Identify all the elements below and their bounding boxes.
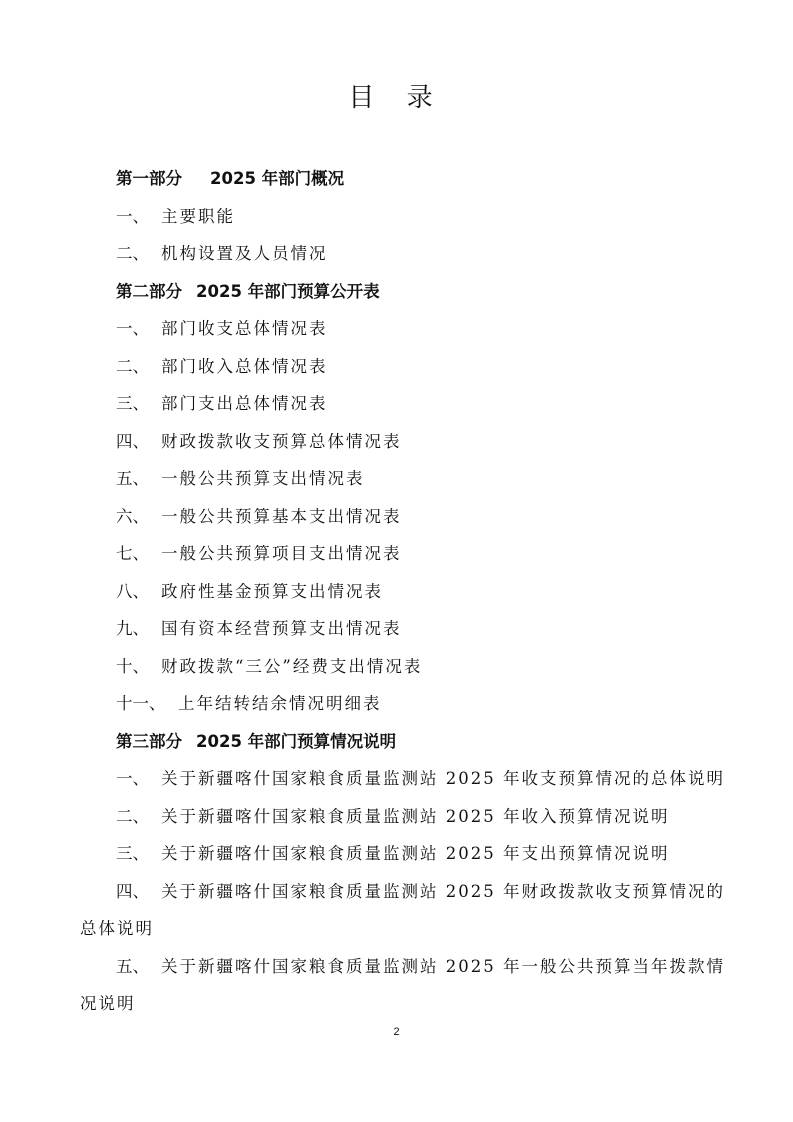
- section-heading-part1[interactable]: [80, 160, 720, 198]
- toc-item-text: 国有资本经营预算支出情况表: [161, 619, 402, 638]
- toc-item[interactable]: [80, 348, 720, 386]
- toc-item-number: 八、: [116, 581, 149, 601]
- toc-item-text: 财政拨款收支预算总体情况表: [161, 431, 402, 451]
- toc-item-number: 五、: [116, 956, 149, 976]
- section-heading-part3[interactable]: [80, 723, 720, 761]
- page-title: 目 录: [348, 83, 445, 113]
- toc-item-text: 部门收入总体情况表: [161, 356, 328, 376]
- toc-item[interactable]: [80, 610, 720, 648]
- toc-item-number: 六、: [116, 506, 149, 526]
- section-label: 第一部分: [116, 169, 182, 188]
- toc-item[interactable]: [80, 310, 720, 348]
- toc-item-number: 三、: [116, 844, 149, 863]
- section-label: 第三部分: [116, 731, 182, 751]
- toc-item-number: 五、: [116, 469, 149, 488]
- toc-item-number: 三、: [116, 394, 149, 413]
- toc-item-text: 关于新疆喀什国家粮食质量监测站 2025 年一般公共预算当年拨款情: [161, 956, 725, 976]
- toc-item[interactable]: [80, 423, 720, 461]
- toc-item-text: 况说明: [80, 994, 136, 1013]
- section-label: 第二部分: [116, 281, 182, 301]
- toc-item-continuation[interactable]: [80, 910, 720, 948]
- toc-item[interactable]: [80, 385, 720, 423]
- toc-item-number: 四、: [116, 431, 149, 451]
- page-number: 2: [393, 1026, 400, 1038]
- toc-item-number: 一、: [116, 206, 149, 226]
- toc-item-text: 财政拨款“三公”经费支出情况表: [161, 656, 423, 676]
- table-of-contents: [80, 160, 725, 1023]
- toc-item[interactable]: [80, 685, 720, 723]
- toc-item-number: 二、: [116, 244, 149, 263]
- toc-item-text: 一般公共预算项目支出情况表: [161, 544, 402, 563]
- toc-item-text: 关于新疆喀什国家粮食质量监测站 2025 年收入预算情况说明: [161, 806, 670, 826]
- toc-item-number: 九、: [116, 619, 149, 638]
- toc-item-text: 上年结转结余情况明细表: [178, 694, 382, 713]
- toc-item[interactable]: [80, 460, 720, 498]
- toc-item-number: 二、: [116, 806, 149, 826]
- toc-item-text: 部门支出总体情况表: [161, 394, 328, 413]
- toc-item-text: 总体说明: [80, 919, 154, 938]
- toc-item-text: 机构设置及人员情况: [161, 244, 328, 263]
- toc-item-number: 四、: [116, 881, 149, 901]
- toc-item[interactable]: [80, 760, 725, 798]
- toc-item-text: 政府性基金预算支出情况表: [161, 581, 383, 601]
- toc-item-text: 关于新疆喀什国家粮食质量监测站 2025 年收支预算情况的总体说明: [161, 769, 725, 788]
- toc-item[interactable]: [80, 648, 720, 686]
- toc-item-number: 七、: [116, 544, 149, 563]
- toc-item-text: 关于新疆喀什国家粮食质量监测站 2025 年财政拨款收支预算情况的: [161, 881, 725, 901]
- toc-item[interactable]: [80, 198, 720, 236]
- toc-item-text: 部门收支总体情况表: [161, 319, 328, 338]
- toc-item[interactable]: [80, 798, 720, 836]
- toc-item[interactable]: [80, 535, 720, 573]
- toc-item-number: 十、: [116, 656, 149, 676]
- toc-item-number: 一、: [116, 319, 149, 338]
- toc-item[interactable]: [80, 498, 720, 536]
- section-title: 2025 年部门预算情况说明: [196, 731, 397, 751]
- section-title: 2025 年部门概况: [210, 169, 345, 188]
- toc-item-text: 一般公共预算支出情况表: [161, 469, 365, 488]
- toc-item-number: 二、: [116, 356, 149, 376]
- toc-item-text: 主要职能: [161, 206, 235, 226]
- toc-item-text: 关于新疆喀什国家粮食质量监测站 2025 年支出预算情况说明: [161, 844, 670, 863]
- toc-item-number: 十一、: [116, 694, 166, 713]
- toc-item-text: 一般公共预算基本支出情况表: [161, 506, 402, 526]
- toc-item[interactable]: [80, 873, 725, 911]
- toc-item[interactable]: [80, 235, 720, 273]
- section-title: 2025 年部门预算公开表: [196, 281, 380, 301]
- section-heading-part2[interactable]: [80, 273, 720, 311]
- toc-item[interactable]: [80, 835, 720, 873]
- toc-item[interactable]: [80, 573, 720, 611]
- toc-item-number: 一、: [116, 769, 149, 788]
- toc-item[interactable]: [80, 948, 725, 986]
- toc-item-continuation[interactable]: [80, 985, 720, 1023]
